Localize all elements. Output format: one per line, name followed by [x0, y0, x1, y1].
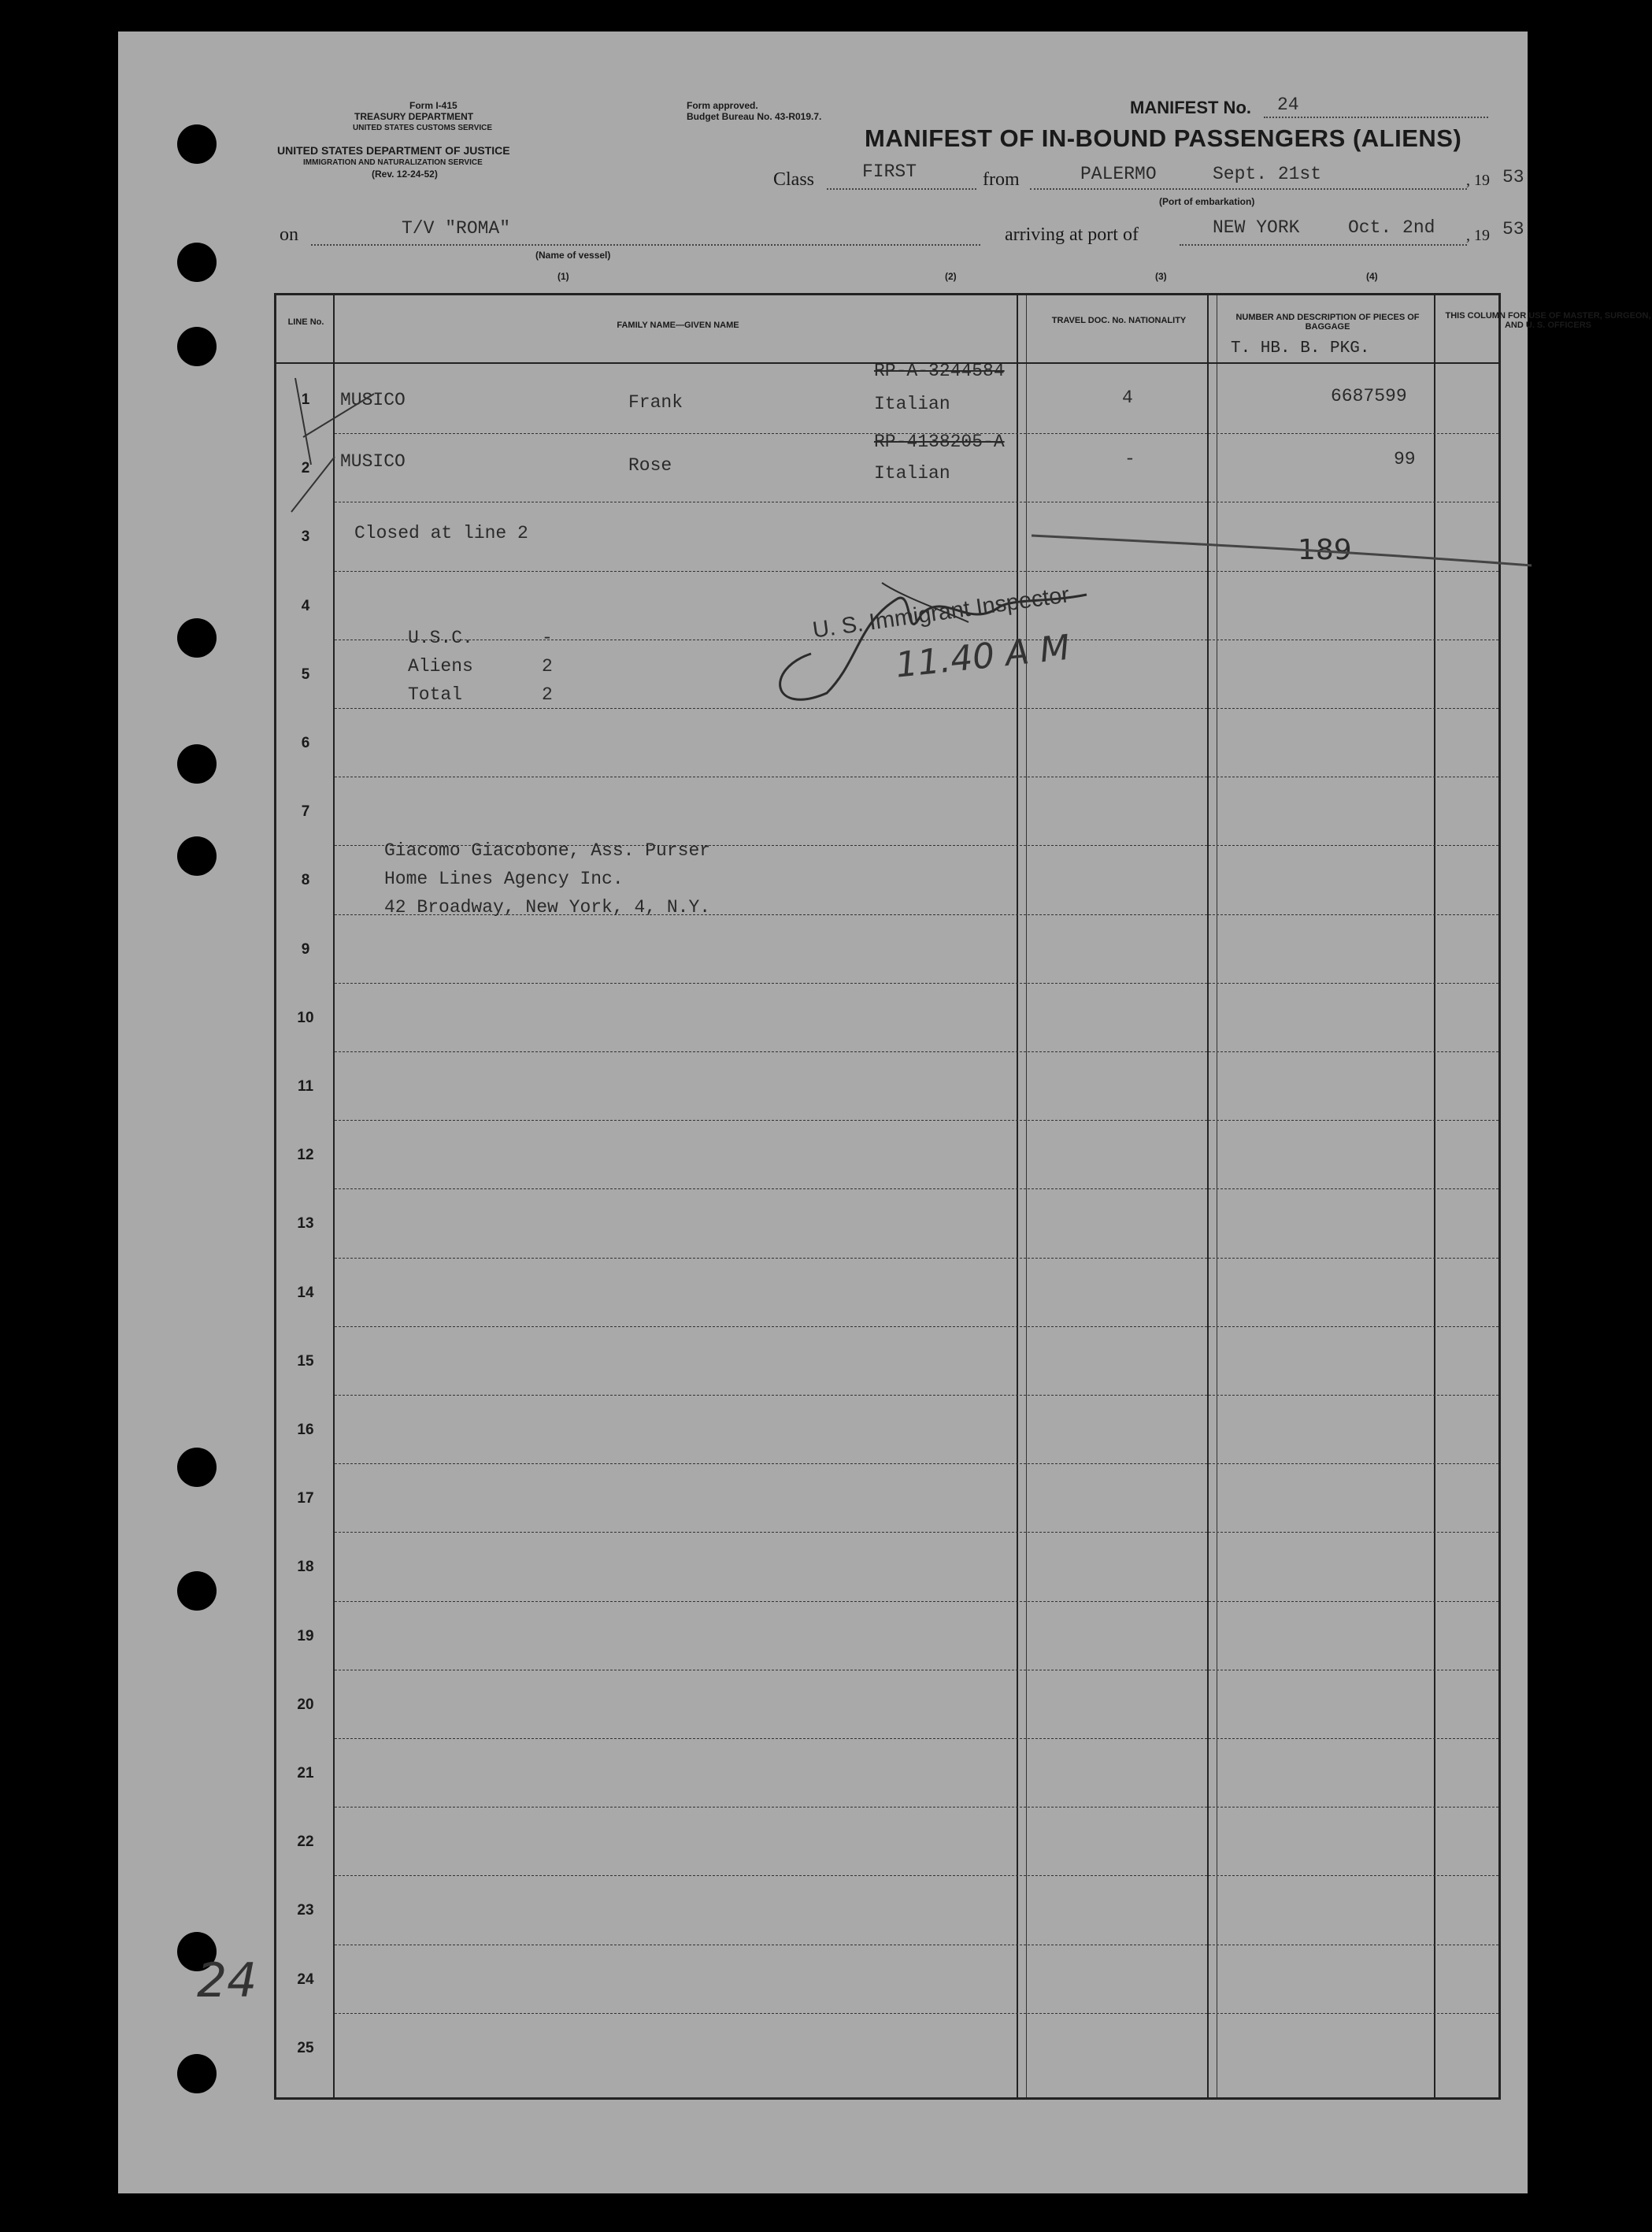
usc-value: - — [542, 628, 553, 648]
manifest-no-line — [1264, 117, 1488, 118]
col-divider — [333, 295, 335, 2097]
header-line-no: LINE No. — [287, 317, 324, 327]
row-rule — [335, 1258, 1498, 1259]
header-name: FAMILY NAME—GIVEN NAME — [617, 321, 739, 330]
passenger-baggage: - — [1124, 449, 1135, 469]
row-rule — [335, 1601, 1498, 1602]
column-number: (3) — [1155, 271, 1167, 282]
manifest-no-value: 24 — [1277, 95, 1299, 115]
usc-label: U.S.C. — [408, 628, 473, 648]
class-label: Class — [773, 169, 815, 190]
line-number: 8 — [301, 872, 310, 889]
header-baggage: NUMBER AND DESCRIPTION OF PIECES OF BAGGAGE — [1235, 313, 1420, 332]
total-value: 2 — [542, 684, 553, 705]
class-value: FIRST — [862, 161, 917, 182]
binder-hole — [177, 124, 217, 164]
row-rule — [335, 1051, 1498, 1052]
passenger-nationality: Italian — [874, 394, 950, 414]
total-label: Total — [408, 684, 463, 705]
passenger-given-name: Frank — [628, 392, 683, 413]
passenger-officer-note: 6687599 — [1331, 386, 1407, 406]
check-mark-icon — [280, 362, 390, 520]
ins-service: IMMIGRATION AND NATURALIZATION SERVICE — [303, 158, 483, 167]
margin-note: 24 — [197, 1953, 257, 2008]
passenger-travel-doc: RP-4138205-A — [874, 432, 1005, 452]
line-number: 7 — [301, 803, 310, 821]
justice-dept: UNITED STATES DEPARTMENT OF JUSTICE — [277, 144, 510, 157]
row-rule — [335, 1532, 1498, 1533]
manifest-no-label: MANIFEST No. — [1130, 98, 1251, 117]
binder-hole — [177, 243, 217, 282]
binder-hole — [177, 744, 217, 784]
row-rule — [335, 1120, 1498, 1121]
row-rule — [335, 1188, 1498, 1189]
row-rule — [335, 1326, 1498, 1327]
port-caption: (Port of embarkation) — [1159, 196, 1255, 207]
purser-name: Giacomo Giacobone, Ass. Purser — [384, 840, 711, 861]
line-number: 25 — [297, 2039, 314, 2056]
revision: (Rev. 12-24-52) — [372, 169, 438, 180]
inspection-time: 11.40 A M — [894, 627, 1072, 686]
arrival-year: 53 — [1502, 219, 1524, 239]
agency-name: Home Lines Agency Inc. — [384, 869, 624, 889]
manifest-page — [118, 32, 1651, 2193]
line-number: 9 — [301, 940, 310, 958]
page-title: MANIFEST OF IN-BOUND PASSENGERS (ALIENS) — [865, 124, 1462, 152]
line-number: 21 — [297, 1765, 314, 1782]
passenger-family-name: MUSICO — [340, 390, 406, 410]
passenger-family-name: MUSICO — [340, 451, 406, 472]
on-label: on — [280, 224, 298, 245]
header-travel-doc: TRAVEL DOC. No. NATIONALITY — [1051, 316, 1187, 325]
line-number: 23 — [297, 1902, 314, 1919]
customs-service: UNITED STATES CUSTOMS SERVICE — [353, 124, 493, 132]
binder-hole — [177, 2054, 217, 2093]
embark-year: 53 — [1502, 167, 1524, 187]
line-number: 10 — [297, 1009, 314, 1026]
treasury-dept: TREASURY DEPARTMENT — [354, 111, 474, 122]
line-number: 6 — [301, 735, 310, 751]
binder-hole — [177, 1571, 217, 1611]
agency-address: 42 Broadway, New York, 4, N.Y. — [384, 897, 711, 918]
vessel-line — [311, 244, 980, 246]
line-number: 3 — [301, 528, 310, 546]
inspector-stamp: U. S. Immigrant Inspector — [811, 582, 1072, 643]
line-number: 20 — [297, 1696, 314, 1713]
row-rule — [335, 2013, 1498, 2014]
arriving-label: arriving at port of — [1005, 224, 1139, 245]
line-number: 1 — [301, 391, 310, 408]
column-number: (4) — [1366, 271, 1378, 282]
header-officers: THIS COLUMN FOR USE OF MASTER, SURGEON, AND U. S. OFFICERS — [1445, 311, 1651, 330]
form-approved: Form approved. — [687, 100, 758, 111]
passenger-officer-note: 99 — [1394, 449, 1416, 469]
baggage-codes: T. HB. B. PKG. — [1231, 339, 1370, 358]
from-line — [1030, 188, 1467, 190]
arrival-line — [1180, 244, 1467, 246]
line-number: 11 — [297, 1078, 314, 1095]
officer-annotation: 189 — [1298, 534, 1352, 566]
row-rule — [335, 1875, 1498, 1876]
line-number: 5 — [301, 666, 310, 683]
strike-line — [1032, 504, 1535, 583]
column-number: (1) — [557, 271, 569, 282]
line-number: 17 — [297, 1490, 314, 1507]
passenger-given-name: Rose — [628, 455, 672, 476]
year-prefix: , 19 — [1466, 227, 1490, 244]
vessel-caption: (Name of vessel) — [535, 250, 611, 261]
form-number: Form I-415 — [409, 100, 457, 111]
line-number: 12 — [297, 1147, 314, 1164]
line-number: 13 — [297, 1215, 314, 1233]
embark-date: Sept. 21st — [1213, 164, 1322, 184]
from-label: from — [983, 169, 1020, 190]
row-rule — [335, 1463, 1498, 1464]
aliens-label: Aliens — [408, 656, 473, 677]
arrival-date: Oct. 2nd — [1348, 217, 1435, 238]
passenger-travel-doc: RP-A-3244584 — [874, 361, 1005, 381]
binder-hole — [177, 327, 217, 366]
binder-hole — [177, 836, 217, 876]
binder-hole — [177, 1448, 217, 1487]
line-number: 4 — [301, 597, 310, 614]
line-number: 22 — [297, 1833, 314, 1851]
budget-bureau: Budget Bureau No. 43-R019.7. — [687, 111, 822, 122]
closed-at-line: Closed at line 2 — [354, 523, 528, 543]
line-number: 15 — [297, 1352, 314, 1370]
line-number: 19 — [297, 1627, 314, 1644]
row-rule — [335, 1395, 1498, 1396]
row-rule — [335, 1738, 1498, 1739]
passenger-nationality: Italian — [874, 463, 950, 484]
line-number: 2 — [301, 460, 310, 477]
binder-hole — [177, 618, 217, 658]
arrival-port: NEW YORK — [1213, 217, 1300, 238]
vessel-name: T/V "ROMA" — [402, 218, 511, 239]
line-number: 24 — [297, 1971, 314, 1988]
class-line — [827, 188, 976, 190]
row-rule — [335, 983, 1498, 984]
line-number: 16 — [297, 1422, 314, 1438]
line-number: 14 — [297, 1284, 314, 1301]
line-number: 18 — [297, 1559, 314, 1576]
port-embarkation: PALERMO — [1080, 164, 1157, 184]
column-number: (2) — [945, 271, 957, 282]
year-prefix: , 19 — [1466, 172, 1490, 189]
passenger-baggage: 4 — [1122, 387, 1133, 408]
aliens-value: 2 — [542, 656, 553, 677]
